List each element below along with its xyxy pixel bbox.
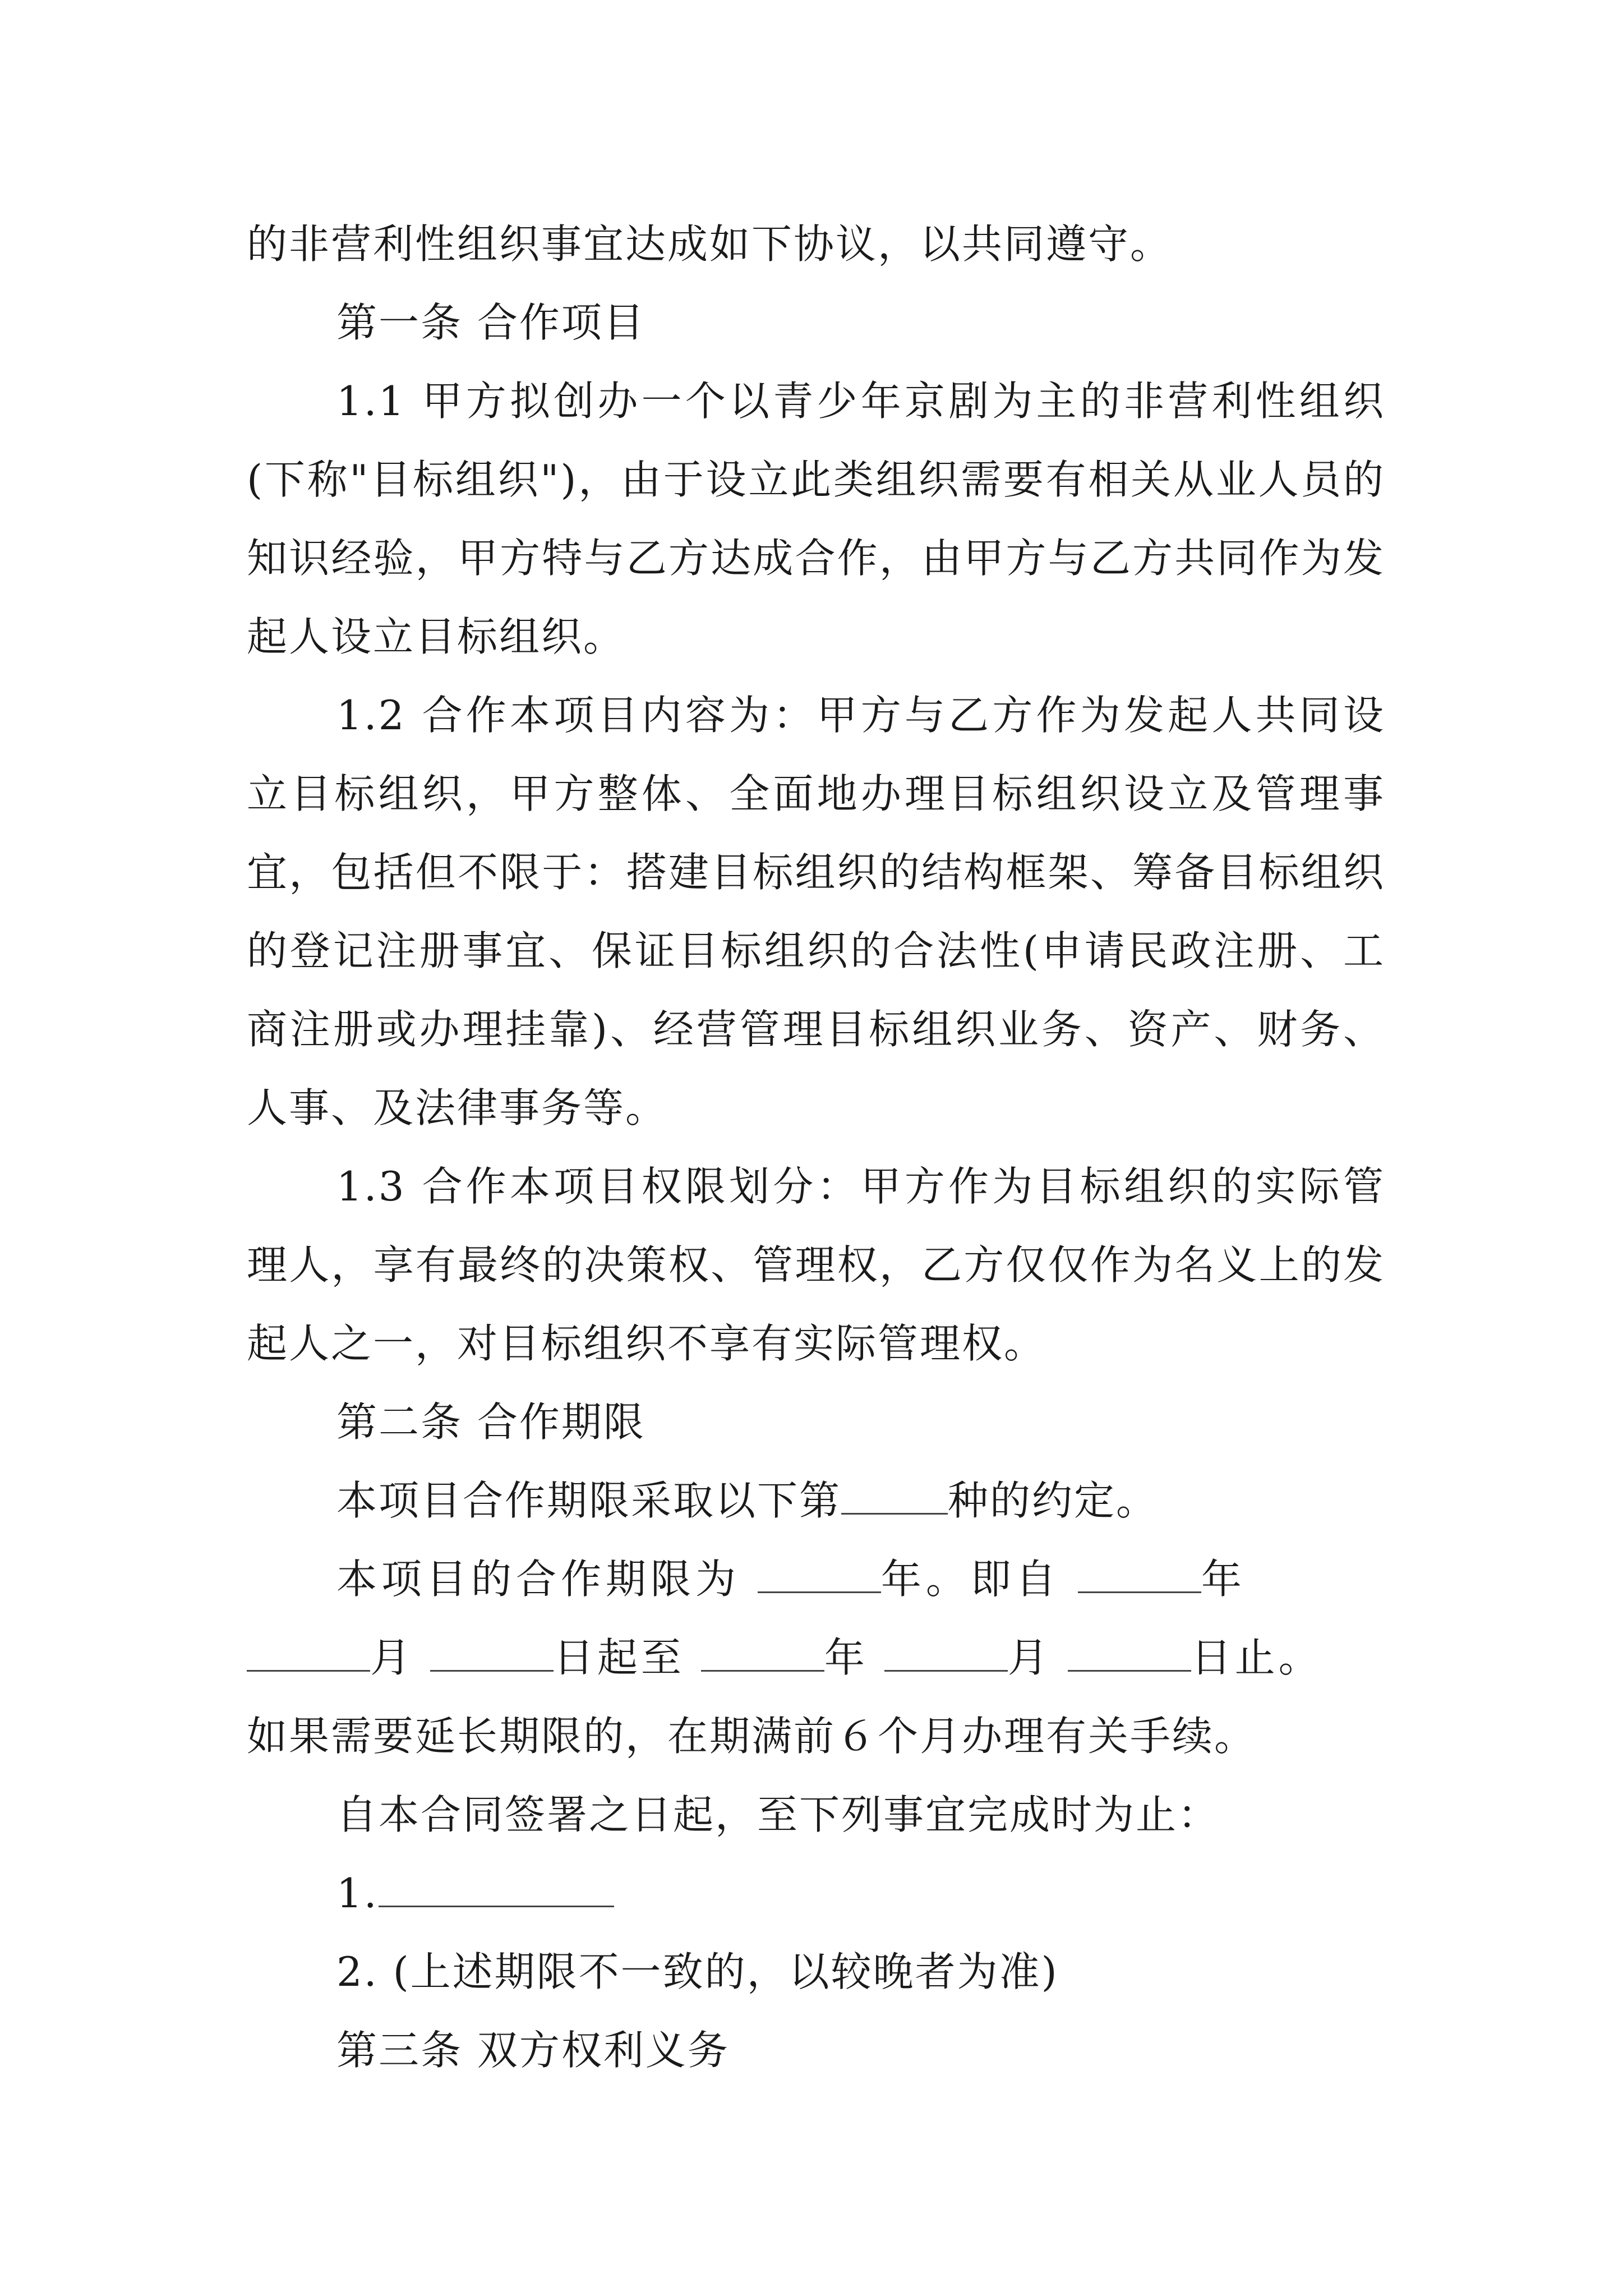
- term-option-2-item-2: 2. (上述期限不一致的，以较晚者为准): [336, 1948, 1059, 1995]
- term-option-1-text-c: 年: [1201, 1556, 1246, 1603]
- article-1-heading: 第一条 合作项目: [336, 299, 645, 346]
- end-day-blank[interactable]: [1068, 1636, 1191, 1672]
- paragraph-intro-continuation: 的非营利性组织事宜达成如下协议，以共同遵守。: [247, 220, 1173, 268]
- start-month-blank[interactable]: [247, 1636, 370, 1672]
- clause-1-3: 1.3 合作本项目权限划分：甲方作为目标组织的实际管理人，享有最终的决策权、管理权，乙方仅仅作为名义上的发起人之一，对目标组织不享有实际管理权。: [247, 1163, 1385, 1367]
- term-option-1-text-d: 月: [370, 1634, 414, 1681]
- start-day-blank[interactable]: [430, 1636, 554, 1672]
- term-option-1-line-2: [247, 1618, 1385, 1697]
- term-option-1-text-f: 年: [824, 1634, 868, 1681]
- clause-1-1: 1.1 甲方拟创办一个以青少年京剧为主的非营利性组织(下称"目标组织")，由于设立此类组织需要有相关从业人员的知识经验，甲方特与乙方达成合作，由甲方与乙方共同作为发起人设立目标组织。: [247, 378, 1385, 660]
- term-choice-text-b: 种的约定。: [948, 1477, 1159, 1524]
- term-option-1-text-e: 日起至: [553, 1634, 685, 1681]
- item-1-blank[interactable]: [379, 1872, 614, 1907]
- article-3-heading: 第三条 双方权利义务: [336, 2027, 730, 2074]
- clause-1-2: 1.2 合作本项目内容为：甲方与乙方作为发起人共同设立目标组织，甲方整体、全面地办理目标组织设立及管理事宜，包括但不限于：搭建目标组织的结构框架、筹备目标组织的登记注册事宜、保证目标组织的合法性(申请民政注册、工商注册或办理挂靠)、经营管理目标组织业务、资产、财务、人事、及法律事务等。: [247, 692, 1385, 1131]
- end-year-blank[interactable]: [701, 1636, 824, 1672]
- term-years-blank[interactable]: [758, 1558, 881, 1593]
- term-choice-text-a: 本项目合作期限采取以下第: [336, 1477, 842, 1524]
- term-choice-blank[interactable]: [841, 1479, 948, 1515]
- end-month-blank[interactable]: [884, 1636, 1008, 1672]
- term-choice-line: [247, 1461, 1385, 1540]
- term-option-1-text-h: 日止。: [1191, 1634, 1322, 1681]
- term-option-1-text-g: 月: [1007, 1634, 1052, 1681]
- item-1-number: 1.: [336, 1870, 379, 1917]
- term-option-2-item-1: [247, 1854, 1385, 1932]
- term-option-1-line-1: [247, 1540, 1385, 1618]
- term-option-1-text-b: 年。即自: [880, 1556, 1061, 1603]
- start-year-blank[interactable]: [1078, 1558, 1201, 1593]
- term-option-1-text-a: 本项目的合作期限为: [336, 1556, 741, 1603]
- article-2-heading: 第二条 合作期限: [336, 1398, 645, 1446]
- term-extension-note: 如果需要延长期限的，在期满前６个月办理有关手续。: [247, 1713, 1257, 1760]
- document-body: [247, 205, 1385, 2090]
- term-option-2: 自本合同签署之日起，至下列事宜完成时为止：: [336, 1791, 1220, 1838]
